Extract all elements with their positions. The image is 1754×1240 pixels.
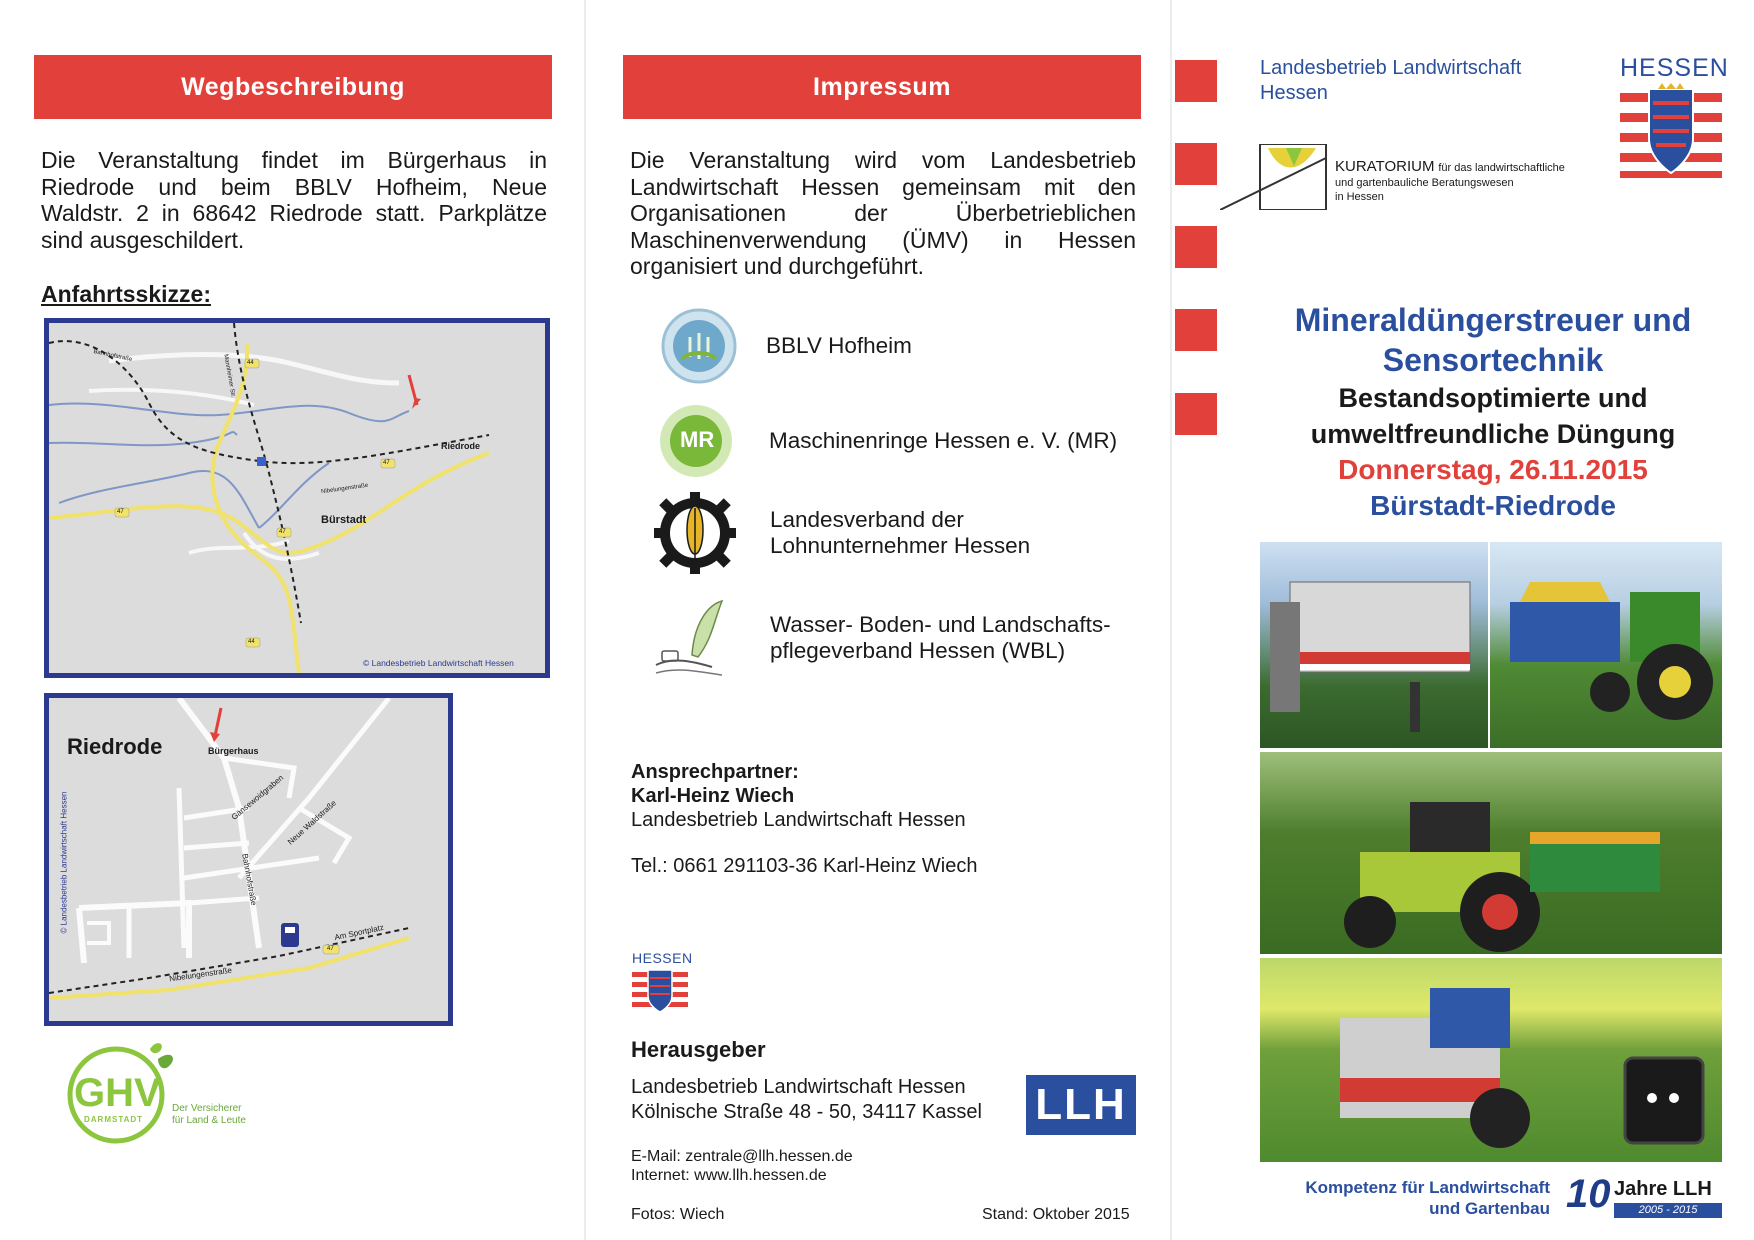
tractor-1-graphic (1490, 542, 1722, 748)
org-lohnunternehmer-line1: Landesverband der (770, 507, 964, 532)
ghv-logo (62, 1037, 182, 1145)
org-wbl-label (770, 612, 1111, 664)
directions-text: Die Veranstaltung findet im Bürgerhaus in Riedrode und beim BBLV Hofheim, Neue Waldstr. 2 in 68642 Riedrode statt. Parkplätze sind ausgeschildert. (41, 147, 547, 253)
event-subtitle-line1: Bestandsoptimierte und (1338, 383, 1648, 413)
tractor-2-graphic (1260, 752, 1722, 954)
bblv-logo-icon (660, 307, 738, 385)
gear-wheat-logo-icon (652, 490, 738, 576)
event-subtitle-line2: umweltfreundliche Düngung (1310, 419, 1676, 449)
red-square-4 (1175, 309, 1217, 351)
org-wbl-line1: Wasser- Boden- und Landschafts- (770, 612, 1111, 637)
map-label-bahnhofstrasse-detail: Bahnhofstraße (240, 852, 259, 907)
event-title-block (1248, 300, 1738, 524)
map-detail (44, 693, 453, 1026)
event-title-line1: Mineraldüngerstreuer und (1294, 302, 1692, 338)
org-bblv-label: BBLV Hofheim (766, 333, 912, 358)
map-label-nibelungen: Nibelungenstraße (320, 482, 369, 496)
hessen-lion-small-icon (632, 966, 688, 1016)
contact-label: Ansprechpartner: (631, 761, 799, 783)
event-location: Bürstadt-Riedrode (1370, 490, 1616, 521)
publisher-label: Herausgeber (631, 1037, 766, 1062)
photo-spreader-1 (1260, 542, 1488, 748)
kuratorium-rest2: und gartenbauliche Beratungswesen (1335, 177, 1514, 189)
llh-logo: LLH (1026, 1075, 1136, 1135)
ghv-logo-sub: DARMSTADT (84, 1115, 144, 1124)
publisher-internet: Internet: www.llh.hessen.de (631, 1167, 827, 1184)
contact-block (631, 760, 977, 878)
map-road-44-a: 44 (247, 360, 254, 366)
right-org-line2: Hessen (1260, 82, 1328, 104)
ghv-tagline (172, 1103, 246, 1127)
kuratorium-logo (1220, 144, 1330, 210)
org-mr (655, 402, 1117, 480)
photo-credit: Fotos: Wiech (631, 1206, 725, 1223)
photo-tractor-2 (1260, 752, 1722, 954)
map-label-am-sportplatz: Am Sportplatz (333, 922, 385, 943)
map-label-gaensewoidgraben: Gänsewoidgraben (229, 773, 286, 822)
wbl-logo-icon (652, 595, 738, 681)
org-lohnunternehmer-label (770, 507, 1030, 559)
contact-name: Karl-Heinz Wiech (631, 785, 795, 807)
sensor-graphic (1260, 958, 1722, 1162)
contact-org: Landesbetrieb Landwirtschaft Hessen (631, 809, 966, 831)
publisher-address-block (631, 1075, 982, 1125)
map-label-neue-waldstrasse: Neue Waldstraße (285, 798, 339, 847)
org-lohnunternehmer-line2: Lohnunternehmer Hessen (770, 533, 1031, 558)
contact-phone: Tel.: 0661 291103-36 Karl-Heinz Wiech (631, 855, 978, 877)
spreader-1-graphic (1260, 542, 1488, 748)
right-org-line1: Landesbetrieb Landwirtschaft (1260, 57, 1522, 79)
map-copyright: © Landesbetrieb Landwirtschaft Hessen (363, 658, 514, 668)
right-footer-line2: und Gartenbau (1429, 1199, 1550, 1218)
event-title-line2: Sensortechnik (1382, 342, 1604, 378)
kuratorium-name: KURATORIUM (1335, 158, 1435, 175)
hessen-logo-small (632, 950, 692, 1021)
publisher-address: Kölnische Straße 48 - 50, 34117 Kassel (631, 1101, 982, 1123)
mr-logo-badge: MR (680, 427, 715, 452)
kuratorium-rest3: in Hessen (1335, 191, 1384, 203)
map-label-bahnhofstrasse: Bahnhofstraße (92, 348, 133, 364)
wegbeschreibung-header: Wegbeschreibung (34, 55, 552, 119)
map-label-mannheimer: Mannheimer Str. (222, 353, 236, 399)
publisher-email: E-Mail: zentrale@llh.hessen.de (631, 1148, 853, 1165)
map-detail-title: Riedrode (67, 734, 163, 759)
kuratorium-rest1: für das landwirtschaftliche (1438, 162, 1565, 174)
map-label-nibelungenstrasse: Nibelungenstraße (168, 965, 233, 984)
fold-line-right (1170, 0, 1172, 1240)
anniversary-text: Jahre LLH (1614, 1178, 1712, 1200)
publisher-contact-block (631, 1147, 853, 1185)
red-square-5 (1175, 393, 1217, 435)
impressum-text: Die Veranstaltung wird vom Landesbetrieb Landwirtschaft Hessen gemeinsam mit den Organisationen der Überbetrieblichen Maschinenverwendung (ÜMV) in Hessen organisiert und durchgeführt. (630, 147, 1136, 279)
right-footer-tagline (1270, 1177, 1550, 1219)
org-mr-label: Maschinenringe Hessen e. V. (MR) (769, 428, 1118, 453)
map-detail-copyright: © Landesbetrieb Landwirtschaft Hessen (59, 791, 69, 934)
map-overview-graphic (49, 323, 545, 673)
org-wbl-line2: pflegeverband Hessen (WBL) (770, 638, 1066, 663)
sketch-title: Anfahrtsskizze: (41, 281, 211, 307)
org-bblv (660, 307, 912, 385)
anniversary-logo (1566, 1172, 1726, 1220)
right-org-name (1260, 56, 1521, 106)
hessen-lion-large-icon (1620, 83, 1722, 183)
org-wbl (652, 595, 1111, 681)
impressum-header: Impressum (623, 55, 1141, 119)
right-footer-line1: Kompetenz für Landwirtschaft (1305, 1178, 1550, 1197)
kuratorium-text (1335, 158, 1565, 204)
kuratorium-logo-icon (1220, 144, 1330, 210)
map-road-47-b: 47 (279, 529, 286, 535)
hessen-logo-small-text: HESSEN (632, 950, 693, 966)
map-road-47-detail: 47 (327, 946, 334, 952)
photo-sensor (1260, 958, 1722, 1162)
ghv-logo-text: GHV (74, 1071, 161, 1115)
map-road-47-c: 47 (383, 460, 390, 466)
map-road-44-b: 44 (248, 639, 255, 645)
map-label-buergerhaus: Bürgerhaus (208, 746, 259, 756)
map-road-47-a: 47 (117, 509, 124, 515)
fold-line-left (584, 0, 586, 1240)
red-square-2 (1175, 143, 1217, 185)
anniversary-number: 10 (1566, 1172, 1611, 1216)
publisher-org: Landesbetrieb Landwirtschaft Hessen (631, 1076, 966, 1098)
hessen-logo-large (1620, 54, 1729, 188)
map-label-riedrode: Riedrode (441, 441, 481, 451)
ghv-tagline-line1: Der Versicherer (172, 1103, 242, 1114)
ghv-tagline-line2: für Land & Leute (172, 1115, 246, 1126)
org-lohnunternehmer (652, 490, 1030, 576)
anniversary-years: 2005 - 2015 (1614, 1203, 1722, 1218)
red-square-3 (1175, 226, 1217, 268)
map-label-buerstadt: Bürstadt (321, 514, 367, 526)
stand-date: Stand: Oktober 2015 (982, 1206, 1130, 1223)
map-overview (44, 318, 550, 678)
hessen-logo-large-text: HESSEN (1620, 54, 1729, 82)
event-date: Donnerstag, 26.11.2015 (1338, 454, 1648, 485)
red-square-1 (1175, 60, 1217, 102)
photo-tractor-1 (1490, 542, 1722, 748)
